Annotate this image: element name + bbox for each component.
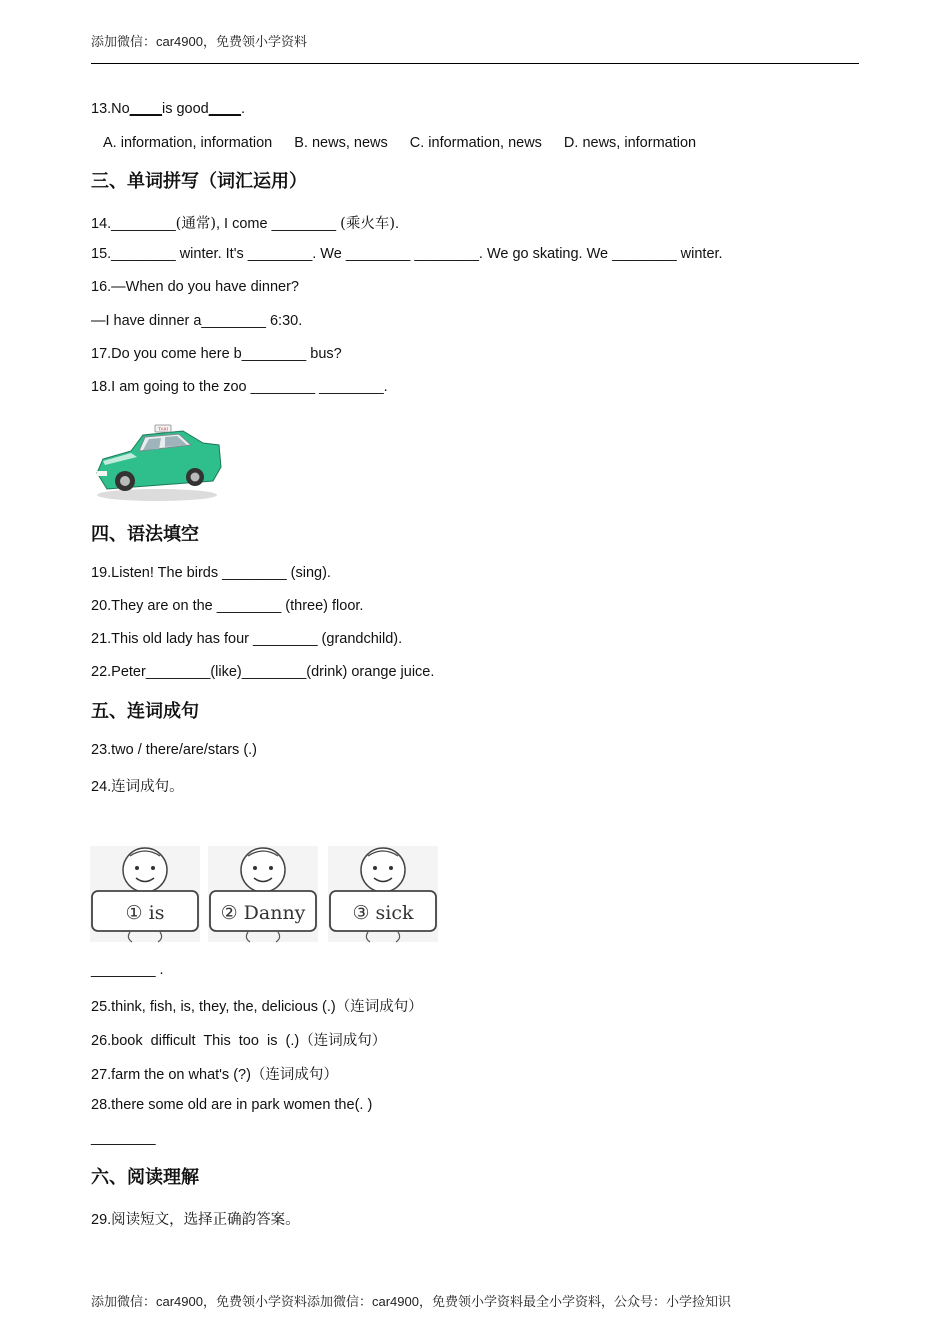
question-21: 21.This old lady has four ________ (grandchild). (91, 631, 403, 647)
page-footer: 添加微信：car4900，免费领小学资料添加微信：car4900，免费领小学资料最全小学资料，公众号：小学捡知识 (91, 1294, 731, 1309)
question-13: 13.No____is good____. (91, 101, 246, 117)
question-24-answer-line: ________ . (91, 962, 164, 978)
question-25: 25.think, fish, is, they, the, delicious (.)（连词成句） (91, 999, 423, 1015)
section-6-title: 六、阅读理解 (91, 1167, 199, 1188)
question-18: 18.I am going to the zoo ________ ________. (91, 379, 388, 395)
taxi-image (91, 415, 226, 505)
question-13-options (103, 135, 696, 151)
question-29: 29.阅读短文，选择正确韵答案。 (91, 1212, 300, 1228)
card-1-label: ① is (125, 902, 165, 924)
header-divider (91, 63, 859, 64)
word-card-1 (90, 846, 200, 942)
section-5-title: 五、连词成句 (91, 701, 199, 722)
question-26: 26.book difficult This too is (.)（连词成句） (91, 1033, 387, 1049)
question-28: 28.there some old are in park women the(. ) (91, 1097, 373, 1113)
section-4-title: 四、语法填空 (91, 524, 199, 545)
word-card-3 (328, 846, 438, 942)
question-27: 27.farm the on what's (?)（连词成句） (91, 1067, 338, 1083)
option-a: A. information, information (103, 135, 273, 151)
option-b: B. news, news (294, 135, 388, 151)
question-16-question: 16.—When do you have dinner? (91, 279, 299, 295)
question-22: 22.Peter________(like)________(drink) orange juice. (91, 664, 435, 680)
card-3-label: ③ sick (352, 902, 414, 924)
question-15: 15.________ winter. It's ________. We ________ ________. We go skating. We ________ winter. (91, 246, 723, 262)
page-header: 添加微信：car4900，免费领小学资料 (91, 34, 307, 49)
option-c: C. information, news (409, 135, 542, 151)
question-20: 20.They are on the ________ (three) floor. (91, 598, 364, 614)
section-3-title: 三、单词拼写（词汇运用） (91, 171, 307, 192)
question-28-answer-line: ________ (91, 1130, 156, 1146)
taxi-sign: TAXI (158, 426, 168, 432)
question-14: 14.________(通常), I come ________ (乘火车). (91, 216, 400, 232)
question-23: 23.two / there/are/stars (.) (91, 742, 258, 758)
word-card-2 (208, 846, 318, 942)
question-17: 17.Do you come here b________ bus? (91, 346, 342, 362)
question-19: 19.Listen! The birds ________ (sing). (91, 565, 331, 581)
word-cards (90, 846, 440, 944)
question-16-answer: —I have dinner a________ 6:30. (91, 313, 303, 329)
question-24: 24.连词成句。 (91, 779, 184, 795)
option-d: D. news, information (563, 135, 697, 151)
card-2-label: ② Danny (220, 902, 306, 924)
